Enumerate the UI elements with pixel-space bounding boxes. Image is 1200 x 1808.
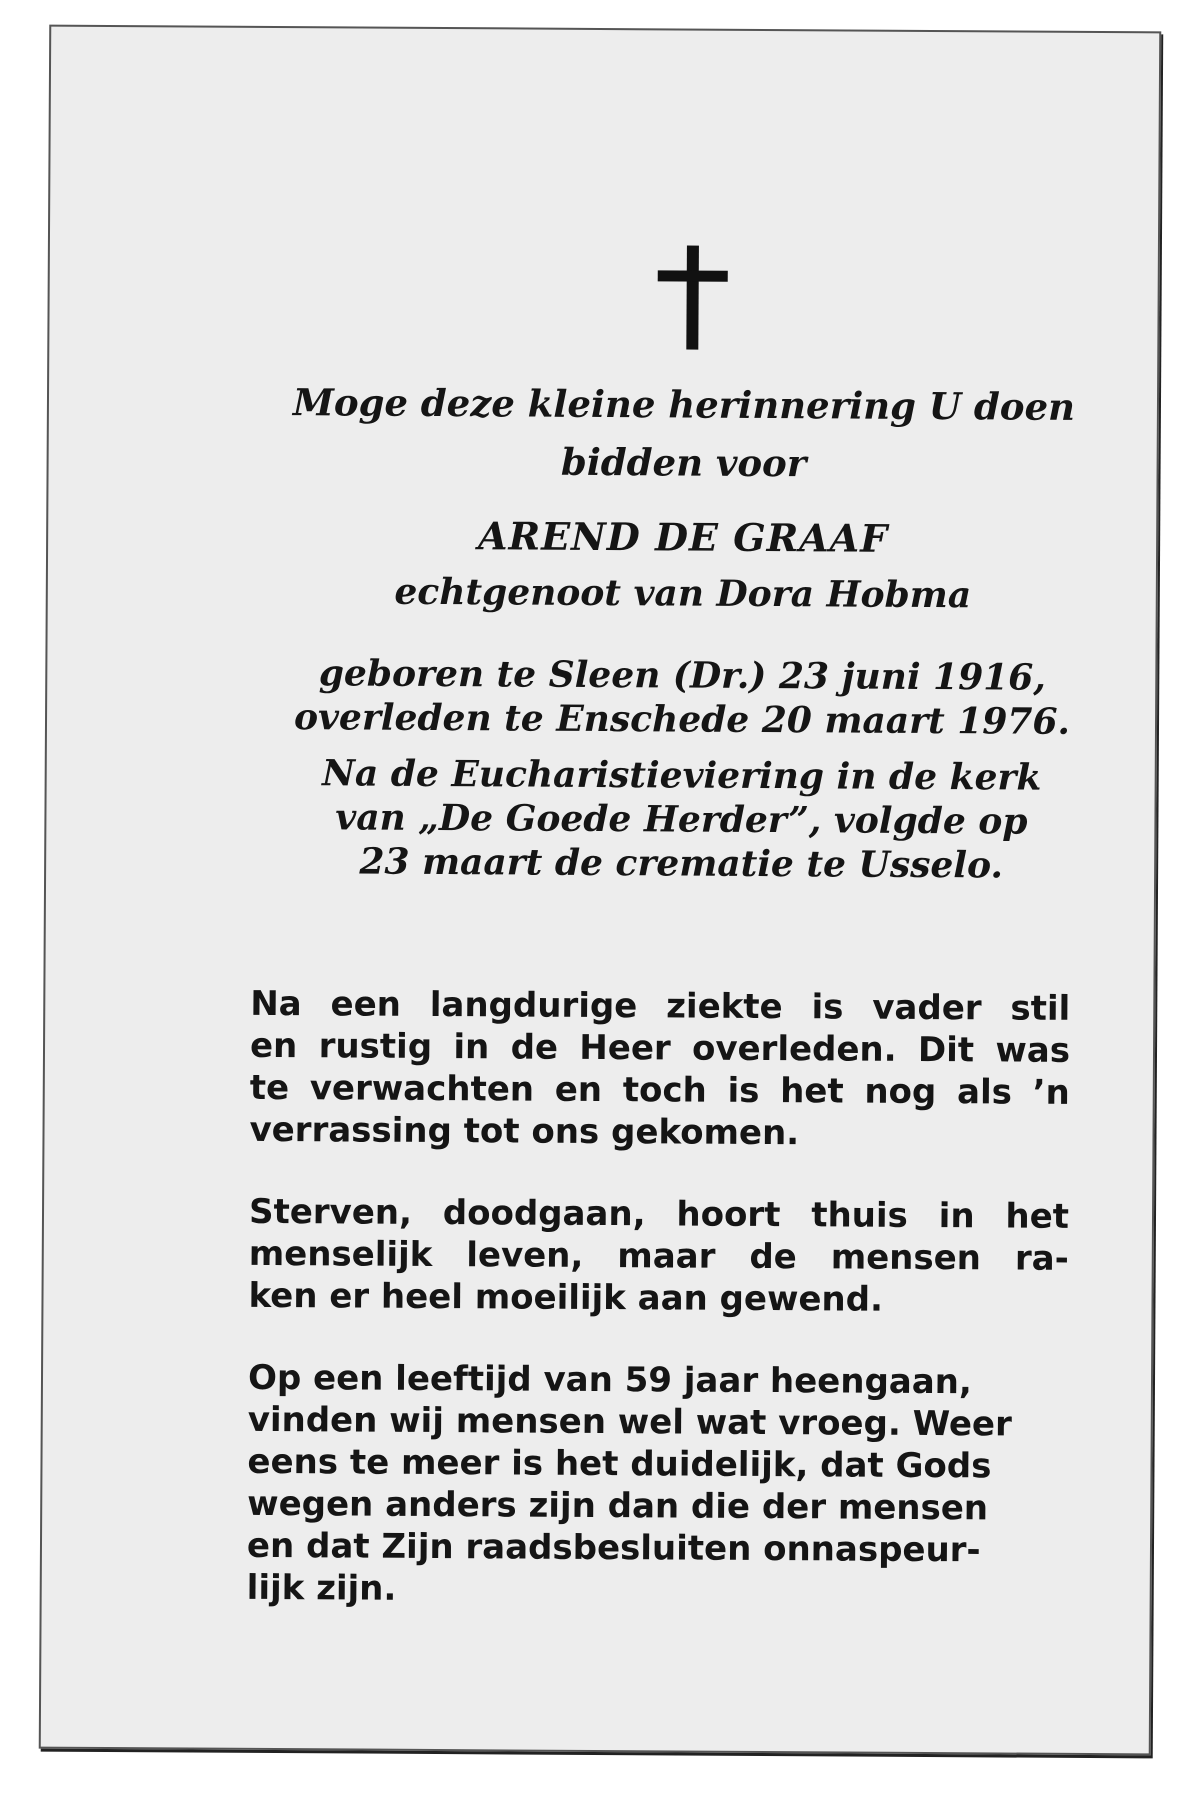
paragraph-line: lijk zijn. — [246, 1567, 397, 1609]
birth-date-line: geboren te Sleen (Dr.) 23 juni 1916, — [318, 652, 1046, 699]
spouse-line: echtgenoot van Dora Hobma — [394, 570, 972, 617]
cross-icon — [657, 245, 728, 349]
paragraph-line: en dat Zijn raadsbesluiten onnaspeur- — [246, 1525, 981, 1571]
paragraph-line: eens te meer is het duidelijk, dat Gods — [247, 1441, 992, 1487]
card-header — [256, 373, 1109, 888]
paragraph-line: ken er heel moeilijk aan gewend. — [248, 1275, 884, 1320]
paragraph-line: te verwachten en toch is het nog als ’n — [249, 1067, 1070, 1113]
paragraph-line: Sterven, doodgaan, hoort thuis in het — [248, 1191, 1070, 1237]
paragraph-line: Na een langdurige ziekte is vader stil — [250, 983, 1071, 1029]
memorial-card — [39, 25, 1162, 1756]
death-date-line: overleden te Enschede 20 maart 1976. — [293, 696, 1071, 743]
paragraph-2 — [248, 1191, 1069, 1322]
reflection-text — [246, 983, 1070, 1654]
paragraph-1 — [249, 983, 1070, 1156]
paragraph-line: wegen anders zijn dan die der mensen — [247, 1483, 989, 1529]
paragraph-line: vinden wij mensen wel wat vroeg. Weer — [247, 1399, 1012, 1445]
paragraph-line: Op een leeftijd van 59 jaar heengaan, — [247, 1357, 972, 1403]
paragraph-line: menselijk leven, maar de mensen ra- — [248, 1233, 1069, 1279]
prayer-line-2: bidden voor — [560, 439, 807, 486]
funeral-line-2: van „De Goede Herder”, volgde op — [335, 796, 1028, 843]
paragraph-line: verrassing tot ons gekomen. — [249, 1109, 800, 1154]
paragraph-line: en rustig in de Heer overleden. Dit was — [249, 1025, 1071, 1071]
funeral-line-3: 23 maart de crematie te Usselo. — [359, 840, 1004, 887]
funeral-line-1: Na de Eucharistieviering in de kerk — [321, 752, 1042, 799]
paragraph-3 — [247, 1357, 1069, 1614]
deceased-name: AREND DE GRAAF — [477, 513, 889, 561]
prayer-line-1: Moge deze kleine herinnering U doen — [292, 380, 1076, 429]
